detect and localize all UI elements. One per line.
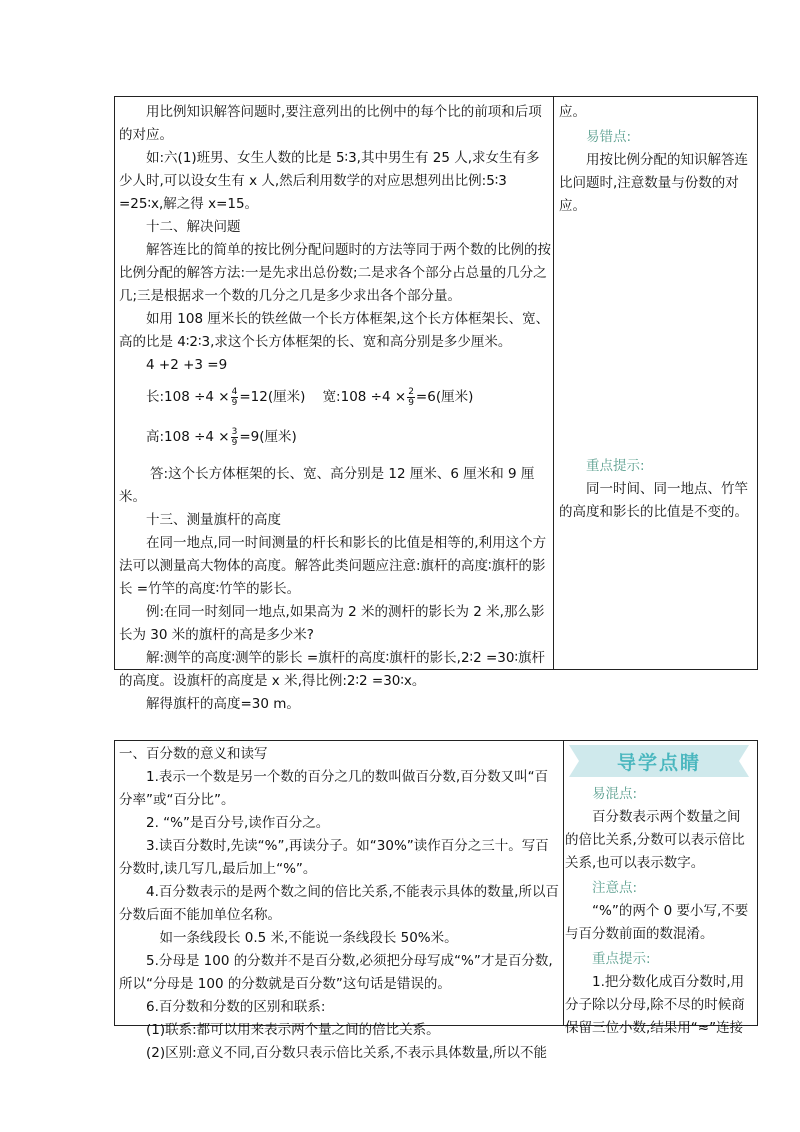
calc-line [119, 383, 551, 411]
note-label: 易混点: [592, 786, 638, 802]
section-heading: 十二、解决问题 [146, 219, 241, 235]
paragraph: 如:六(1)班男、女生人数的比是 5∶3,其中男生有 25 人,求女生有多少人时,可以设女生有 x 人,然后利用数学的对应思想列出比例:5∶3 =25∶x,解之得 x=15。 [119, 150, 540, 212]
answer: 答:这个长方体框架的长、宽、高分别是 12 厘米、6 厘米和 9 厘米。 [119, 466, 535, 505]
note-text: 应。 [559, 104, 586, 120]
section-heading: 一、百分数的意义和读写 [119, 746, 268, 762]
paragraph: 5.分母是 100 的分数并不是百分数,必须把分母写成“%”才是百分数,所以“分母是 100 的分数就是百分数”这句话是错误的。 [119, 953, 553, 992]
paragraph: 6.百分数和分数的区别和联系: [146, 999, 326, 1015]
denominator: 9 [408, 397, 414, 408]
fraction [407, 387, 415, 408]
side-notes-column [565, 741, 753, 1036]
main-content-column [119, 741, 561, 1061]
paragraph: 在同一地点,同一时间测量的杆长和影长的比值是相等的,利用这个方法可以测量高大物体的高度。解答此类问题应注意:旗杆的高度∶旗杆的影长 =竹竿的高度∶竹竿的影长。 [119, 535, 547, 597]
note-label: 重点提示: [592, 951, 651, 967]
calc-text: 长:108 ÷4 × [146, 389, 230, 405]
paragraph: 3.读百分数时,先读“%”,再读分子。如“30%”读作百分之三十。写百分数时,读几写几,最后加上“%”。 [119, 838, 549, 877]
calc-text: =9(厘米) [239, 429, 297, 445]
guide-banner [569, 745, 749, 777]
table-upper [114, 96, 758, 712]
main-content-column [119, 97, 551, 712]
calc-line: 4 +2 +3 =9 [146, 357, 228, 373]
side-notes-column [559, 97, 753, 669]
fraction [231, 387, 239, 408]
fraction [231, 427, 239, 448]
note-text: 用按比例分配的知识解答连比问题时,注意数量与份数的对应。 [559, 152, 748, 214]
section-heading: 十三、测量旗杆的高度 [146, 512, 281, 528]
paragraph: 例:在同一时刻同一地点,如果高为 2 米的测杆的影长为 2 米,那么影长为 30 米的旗杆的高是多少米? [119, 604, 545, 643]
calc-text: =12(厘米) [239, 389, 306, 405]
paragraph: 1.表示一个数是另一个数的百分之几的数叫做百分数,百分数又叫“百分率”或“百分比”。 [119, 769, 549, 808]
table-lower [114, 740, 758, 1061]
note-text: 百分数表示两个数量之间的倍比关系,分数可以表示倍比关系,也可以表示数字。 [565, 809, 745, 871]
note-text: 同一时间、同一地点、竹竿的高度和影长的比值是不变的。 [559, 481, 748, 520]
numerator: 3 [231, 426, 238, 437]
denominator: 9 [231, 397, 238, 408]
paragraph: 2. “%”是百分号,读作百分之。 [146, 815, 330, 831]
note-text: 1.把分数化成百分数时,用分子除以分母,除不尽的时候商保留三位小数,结果用“≈”连接 [565, 974, 745, 1036]
calc-text: 高:108 ÷4 × [146, 429, 230, 445]
paragraph: 解得旗杆的高度=30 m。 [146, 696, 300, 712]
denominator: 9 [231, 437, 238, 448]
calc-line [119, 423, 551, 451]
note-text: “%”的两个 0 要小写,不要与百分数前面的数混淆。 [565, 903, 749, 942]
column-divider [563, 741, 564, 1025]
paragraph: 如用 108 厘米长的铁丝做一个长方体框架,这个长方体框架长、宽、高的比是 4∶2∶3,求这个长方体框架的长、宽和高分别是多少厘米。 [119, 311, 550, 350]
calc-text: 宽:108 ÷4 × [322, 389, 407, 405]
paragraph: (1)联系:都可以用来表示两个量之间的倍比关系。 [146, 1022, 440, 1038]
calc-text: =6(厘米) [415, 389, 474, 405]
paragraph: 如一条线段长 0.5 米,不能说一条线段长 50%米。 [159, 930, 458, 946]
banner-title: 导学点睛 [616, 751, 701, 774]
paragraph: 解答连比的简单的按比例分配问题时的方法等同于两个数的比例的按比例分配的解答方法:一是先求出总份数;二是求各个部分占总量的几分之几;三是根据求一个数的几分之几是多少求出各个部分量。 [119, 242, 551, 304]
paragraph: 用比例知识解答问题时,要注意列出的比例中的每个比的前项和后项的对应。 [119, 104, 542, 143]
note-label: 易错点: [586, 129, 632, 145]
paragraph: 解:测竿的高度∶测竿的影长 =旗杆的高度∶旗杆的影长,2∶2 =30∶旗杆的高度。设旗杆的高度是 x 米,得比例:2∶2 =30∶x。 [119, 650, 545, 689]
note-label: 重点提示: [586, 458, 645, 474]
paragraph: (2)区别:意义不同,百分数只表示倍比关系,不表示具体数量,所以不能 [146, 1045, 548, 1061]
numerator: 4 [231, 386, 238, 397]
paragraph: 4.百分数表示的是两个数之间的倍比关系,不能表示具体的数量,所以百分数后面不能加单位名称。 [119, 884, 559, 923]
note-label: 注意点: [592, 880, 638, 896]
numerator: 2 [408, 386, 414, 397]
column-divider [553, 97, 554, 669]
